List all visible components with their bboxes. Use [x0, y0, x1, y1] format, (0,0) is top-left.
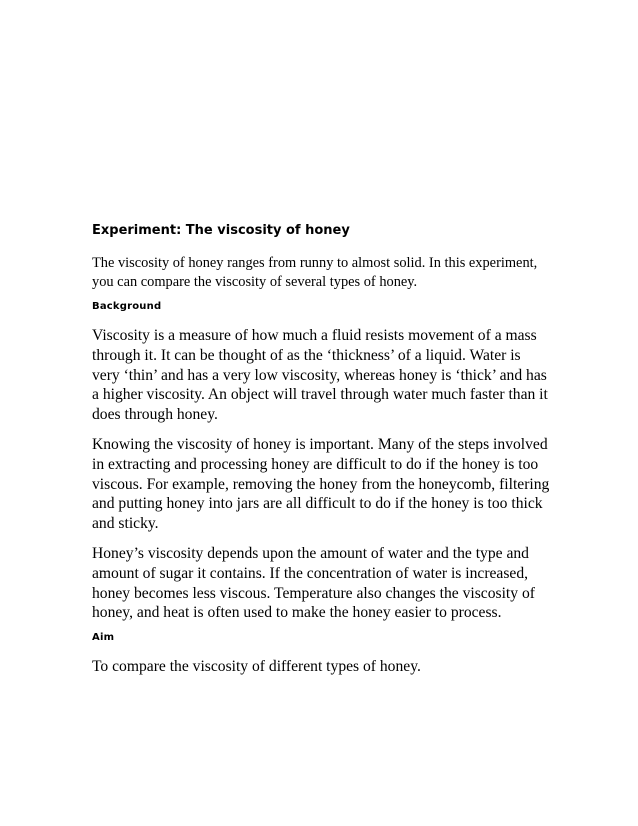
section-heading-aim: Aim: [92, 632, 115, 644]
section-background: [92, 300, 552, 623]
section-heading-background: Background: [92, 301, 162, 312]
background-paragraph-1: Viscosity is a measure of how much a fluid resists movement of a mass through it. It can be thought of as the ‘thickness’ of a liquid. Water is very ‘thin’ and has a very low viscosity, whereas honey is ‘thick’ and has a higher viscosity. An object will travel through water much faster than it does through honey.: [92, 327, 548, 424]
background-paragraph-2: Knowing the viscosity of honey is important. Many of the steps involved in extracting and processing honey are difficult to do if the honey is too viscous. For example, removing the honey from the honeycomb, filtering and putting honey into jars are all difficult to do if the honey is too thick and sticky.: [92, 435, 550, 533]
intro-paragraph: The viscosity of honey ranges from runny to almost solid. In this experiment, you can compare the viscosity of several types of honey.: [92, 255, 538, 290]
document-page: [92, 222, 552, 687]
document-title: Experiment: The viscosity of honey: [92, 223, 350, 238]
aim-paragraph: To compare the viscosity of different types of honey.: [92, 658, 421, 676]
section-aim: [92, 631, 552, 677]
background-paragraph-3: Honey’s viscosity depends upon the amount of water and the type and amount of sugar it contains. If the concentration of water is increased, honey becomes less viscous. Temperature also changes the viscosity of honey, and heat is often used to make the honey easier to process.: [92, 544, 535, 622]
